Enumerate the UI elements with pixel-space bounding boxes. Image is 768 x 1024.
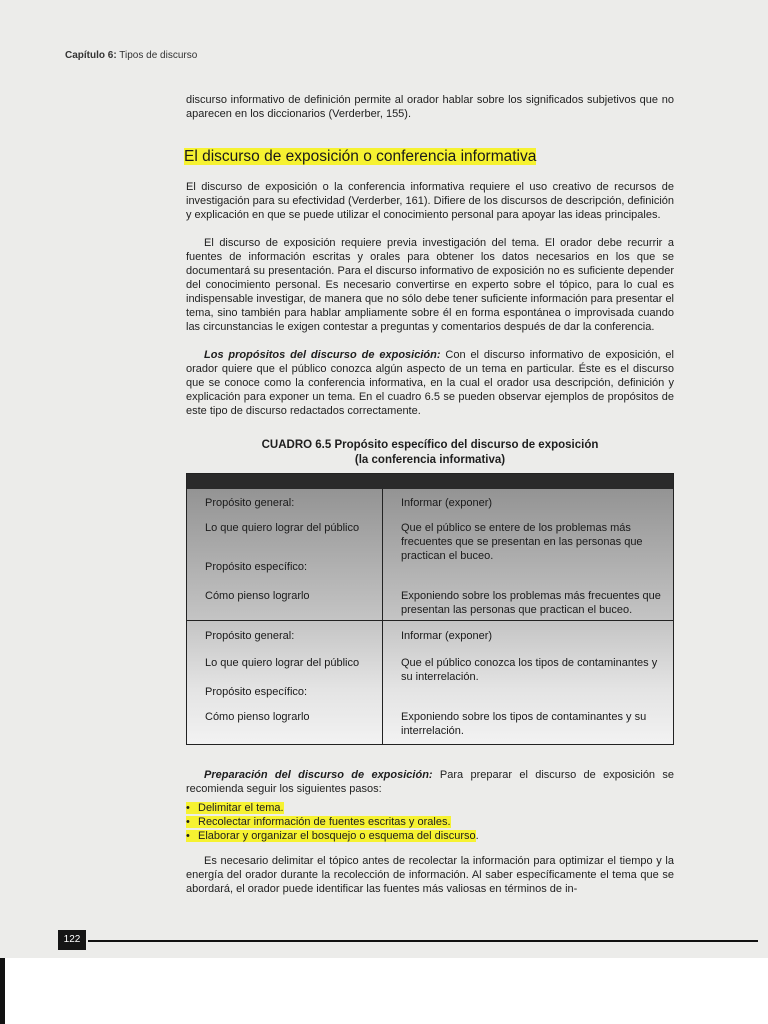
step-item — [186, 801, 674, 815]
section-heading — [184, 148, 536, 166]
paragraph-4 — [186, 768, 674, 796]
block2-how-value: Exponiendo sobre los tipos de contaminantes y su interrelación. — [401, 711, 647, 737]
block2-specific-label: Propósito específico: — [205, 686, 308, 698]
paragraph-3-body: Con el discurso informativo de exposición, el orador quiere que el público conozca algún aspecto de un tema en particular. Éste es el discurso que se conoce como la conferencia informativa, en la cual el orador usa descripción, definición y explicación para exponer un tema. En el cuadro 6.5 se pueden observar ejemplos de propósitos de este tipo de discurso redactados correctamente. — [186, 349, 674, 417]
table-caption-line-1: CUADRO 6.5 Propósito específico del discurso de exposición — [261, 439, 599, 451]
bullet-icon: • — [186, 802, 190, 814]
purpose-table — [186, 473, 674, 745]
table-block-divider — [187, 620, 673, 621]
step-text: Elaborar y organizar el bosquejo o esquema del discurso — [198, 830, 476, 842]
paragraph-3 — [186, 348, 674, 418]
paragraph-4-body: Para preparar el discurso de exposición se recomienda seguir los siguientes pasos: — [186, 769, 674, 795]
chapter-title: Tipos de discurso — [119, 50, 198, 61]
intro-paragraph: discurso informativo de definición permite al orador hablar sobre los significados subjetivos que no aparecen en los diccionarios (Verderber, 155). — [186, 94, 674, 120]
block1-goal-label: Lo que quiero lograr del público — [205, 522, 360, 534]
block1-how-value: Exponiendo sobre los problemas más frecuentes que presentan las personas que practican el buceo. — [401, 590, 661, 616]
table-caption-line-2: (la conferencia informativa) — [354, 454, 506, 466]
table-caption — [186, 438, 674, 468]
block2-goal-label: Lo que quiero lograr del público — [205, 657, 360, 669]
block2-how-label: Cómo pienso lograrlo — [205, 711, 310, 723]
bullet-icon: • — [186, 830, 190, 842]
step-trailing-period: . — [475, 830, 479, 842]
steps-list — [186, 801, 674, 843]
paragraph-5: Es necesario delimitar el tópico antes de recolectar la información para optimizar el tiempo y la energía del orador durante la recolección de información. Al saber específicamente el tema que se abordará, el orador puede identificar las fuentes más valiosas en términos de in- — [186, 855, 674, 895]
chapter-label: Capítulo 6: — [65, 50, 117, 61]
running-head — [65, 50, 197, 61]
paragraph-4-lead: Preparación del discurso de exposición: — [204, 769, 433, 781]
step-item — [186, 829, 674, 843]
table-top-band — [187, 474, 673, 489]
block1-goal-value: Que el público se entere de los problemas más frecuentes que se presentan en las personas que practican el buceo. — [401, 522, 643, 562]
block2-general-value: Informar (exponer) — [401, 630, 493, 642]
block1-how-label: Cómo pienso lograrlo — [205, 590, 310, 602]
block2-general-label: Propósito general: — [205, 630, 295, 642]
step-text: Delimitar el tema. — [198, 802, 284, 814]
table-column-divider — [382, 489, 383, 745]
paragraph-2: El discurso de exposición requiere previa investigación del tema. El orador debe recurrir a fuentes de información escritas y orales para obtener los datos necesarios en los que se documentará su presentación. Para el discurso informativo de exposición no es suficiente depender del conocimiento personal. Es necesario convertirse en experto sobre el tópico, para lo cual es indispensable investigar, de manera que no sólo debe tener suficiente información para presentar el tema, sino también para hablar ampliamente sobre él en forma espontánea o improvisada cuando las circunstancias le exigen contestar a preguntas y comentarios después de dar la conferencia. — [186, 237, 674, 333]
step-text: Recolectar información de fuentes escritas y orales. — [198, 816, 451, 828]
block1-general-value: Informar (exponer) — [401, 497, 493, 509]
scan-edge — [0, 958, 5, 1024]
paragraph-3-lead: Los propósitos del discurso de exposición: — [204, 349, 441, 361]
paragraph-1: El discurso de exposición o la conferencia informativa requiere el uso creativo de recursos de investigación para su efectividad (Verderber, 161). Difiere de los discursos de descripción, definición y explicación en que se puede utilizar el conocimiento personal para apoyar las ideas principales. — [186, 181, 674, 221]
bullet-icon: • — [186, 816, 190, 828]
footer-rule — [88, 940, 758, 942]
block1-specific-label: Propósito específico: — [205, 561, 308, 573]
step-item — [186, 815, 674, 829]
block1-general-label: Propósito general: — [205, 497, 295, 509]
section-heading-text: El discurso de exposición o conferencia informativa — [184, 148, 537, 165]
block2-goal-value: Que el público conozca los tipos de contaminantes y su interrelación. — [401, 657, 658, 683]
page-number: 122 — [58, 930, 86, 950]
